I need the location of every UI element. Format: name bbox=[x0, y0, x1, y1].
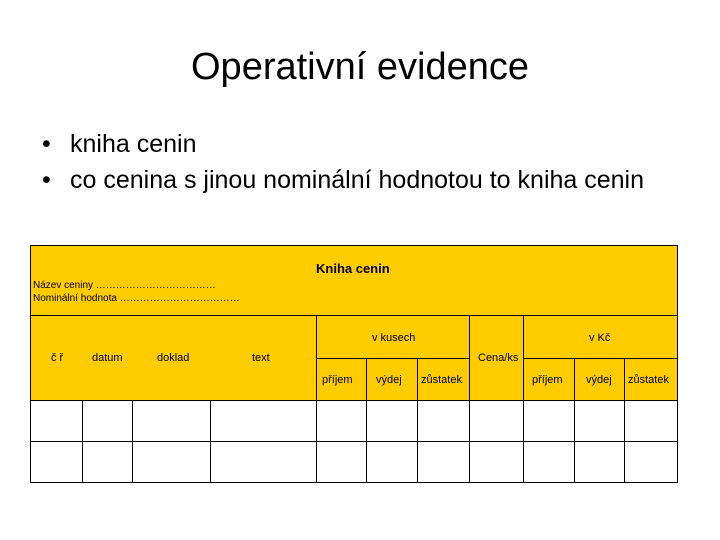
col-number-label: č ř bbox=[51, 352, 64, 364]
col-divider bbox=[316, 315, 317, 483]
nominal-label: Nominální hodnota ……………………………… bbox=[33, 293, 240, 304]
form-heading: Kniha cenin bbox=[316, 261, 390, 276]
col-divider bbox=[469, 315, 470, 483]
border-bottom bbox=[30, 482, 678, 483]
bullet-list bbox=[42, 128, 682, 200]
pieces-in-label: příjem bbox=[322, 374, 353, 386]
bullet-item bbox=[42, 164, 682, 197]
name-label: Název ceniny ……………………………… bbox=[33, 280, 216, 291]
border-left bbox=[30, 245, 31, 483]
col-divider bbox=[624, 358, 625, 483]
bullet-dot-icon: • bbox=[42, 130, 51, 158]
group-pieces-label: v kusech bbox=[372, 332, 416, 344]
rule-row-1 bbox=[30, 441, 678, 442]
col-divider bbox=[523, 315, 524, 483]
rule-czk-group bbox=[523, 358, 677, 359]
kniha-cenin-form bbox=[30, 245, 678, 483]
border-right bbox=[677, 245, 678, 483]
rule-header-bottom bbox=[30, 400, 678, 401]
pieces-out-label: výdej bbox=[376, 374, 402, 386]
bullet-item bbox=[42, 128, 682, 161]
col-divider bbox=[82, 400, 83, 483]
border-top bbox=[30, 245, 678, 246]
pieces-balance-label: zůstatek bbox=[421, 374, 462, 386]
czk-in-label: příjem bbox=[532, 374, 563, 386]
rule-pieces-group bbox=[316, 358, 469, 359]
col-price-label: Cena/ks bbox=[478, 352, 519, 364]
col-divider bbox=[417, 358, 418, 483]
czk-out-label: výdej bbox=[586, 374, 612, 386]
col-divider bbox=[132, 400, 133, 483]
bullet-text: kniha cenin bbox=[70, 130, 197, 158]
bullet-dot-icon: • bbox=[42, 166, 51, 194]
col-text-label: text bbox=[252, 352, 270, 364]
col-document-label: doklad bbox=[157, 352, 190, 364]
col-divider bbox=[210, 400, 211, 483]
czk-balance-label: zůstatek bbox=[628, 374, 669, 386]
group-czk-label: v Kč bbox=[589, 332, 611, 344]
col-date-label: datum bbox=[92, 352, 123, 364]
col-divider bbox=[366, 358, 367, 483]
rule-header bbox=[30, 315, 678, 316]
bullet-text: co cenina s jinou nominální hodnotou to kniha cenin bbox=[70, 166, 645, 194]
slide-title: Operativní evidence bbox=[191, 46, 529, 88]
col-divider bbox=[574, 358, 575, 483]
